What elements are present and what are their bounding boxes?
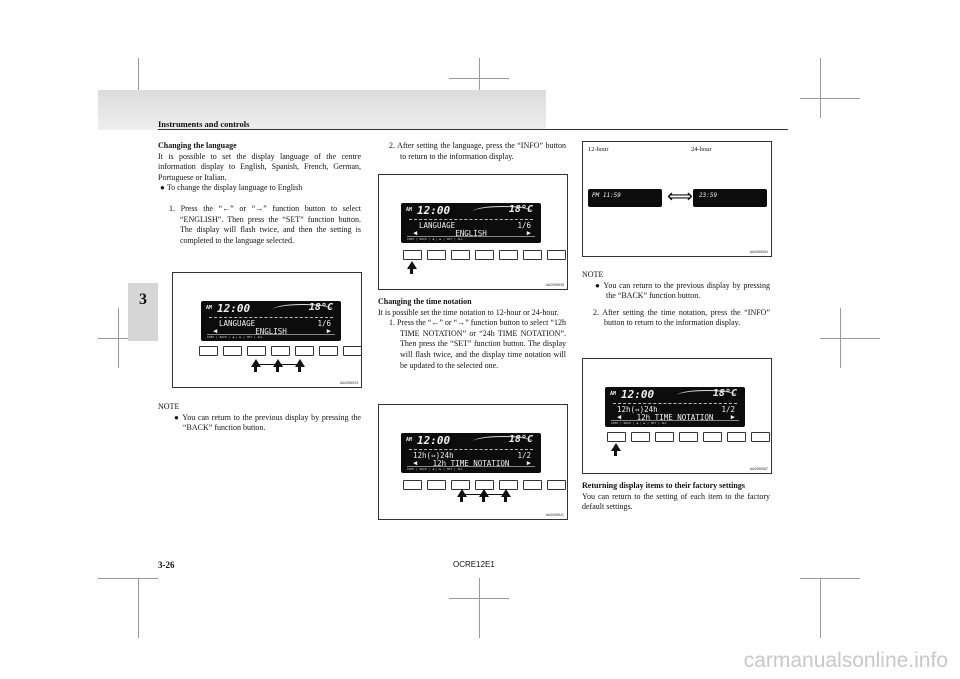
crop-mark [449,598,509,599]
crop-mark [138,578,139,638]
left-arrow-icon: ◀ [413,229,418,237]
bullet-icon: ● [160,183,167,193]
step-item: 1. Press the “←” or “→” function button to select “12h TIME NOTATION” or “24h TIME NOTATION”. Then press the “SET” function button. The display will flash twice, and the display time notation will be updated to the selected one. [389,318,566,370]
paragraph: You can return to the setting of each item to the factory default settings. [582,491,770,512]
crop-mark [118,308,119,368]
crop-mark [449,78,509,79]
right-arrow-icon: ▶ [526,459,531,467]
bullet-item: ● You can return to the previous display by pressing the “BACK” function button. [595,280,770,301]
bullet-icon: ● [174,412,183,422]
right-arrow-icon: ▶ [526,229,531,237]
right-arrow-icon: ▶ [326,327,331,335]
paragraph: It is possible to set the display language of the centre information display to English, Spanish, French, German, Portuguese or Italian. [158,151,361,182]
paragraph: It is possible set the time notation to 12-hour or 24-hour. [378,307,559,317]
bullet-item: ● To change the display language to English [160,183,303,193]
figure-code: AA0095941 [545,513,564,517]
crop-mark [800,578,860,579]
heading-factory-settings: Returning display items to their factory settings [582,481,745,490]
function-button [295,346,314,356]
function-button [403,480,422,490]
function-button [499,250,518,260]
display-12-hour: PM 11:59 [588,189,662,207]
figure-code: AA0095967 [749,467,768,471]
watermark: carmanualsonline.info [743,649,948,672]
label-24-hour: 24-hour [691,146,712,153]
function-button [427,250,446,260]
bullet-item: ● You can return to the previous display by pressing the “BACK” function button. [174,412,361,433]
left-arrow-icon: ◀ [213,327,218,335]
display-24-hour: 23:59 [693,189,767,207]
function-button [547,480,566,490]
function-button [271,346,290,356]
bullet-icon: ● [595,280,604,290]
left-arrow-icon: ◀ [413,459,418,467]
function-button [319,346,338,356]
pointer-arrow-icon [251,359,261,367]
right-arrow-icon: ▶ [730,413,735,421]
column-2-top [378,141,566,162]
pointer-arrow-icon [611,443,621,451]
heading-changing-time-notation: Changing the time notation [378,297,472,306]
function-button [547,250,566,260]
function-button [727,432,746,442]
swap-arrow-icon: ⟺ [667,186,693,207]
chapter-number: 3 [139,291,147,308]
function-button [655,432,674,442]
header-rule [158,129,788,130]
function-button [403,250,422,260]
function-button [223,346,242,356]
function-button [199,346,218,356]
figure-12h-24h [582,141,772,257]
section-title: Instruments and controls [158,119,250,129]
column-1-note [158,402,361,434]
function-button [247,346,266,356]
display-screen: AM 12:00 18°C 12h(⇔)24h 1/2 ◀ 12h TIME NOTATION ▶ INFO | BACK | ◀ | ▶ | SET | ALL [401,433,541,473]
figure-code: AA0095954 [749,250,768,254]
function-button [343,346,362,356]
display-screen: AM 12:00 18°C 12h(⇔)24h 1/2 ◀ 12h TIME NOTATION ▶ INFO | BACK | ◀ | ▶ | SET | ALL [605,387,745,427]
crop-mark [820,578,821,638]
function-button [631,432,650,442]
crop-mark [840,308,841,368]
pointer-arrow-icon [273,359,283,367]
note-label: NOTE [158,402,180,411]
figure-code: AA0095938 [545,283,564,287]
function-buttons [199,346,362,356]
function-button [523,480,542,490]
function-button [427,480,446,490]
pointer-arrow-icon [457,489,467,497]
function-buttons [607,432,770,442]
column-3-body [582,481,770,513]
crop-mark [820,58,821,118]
crop-mark [479,578,480,638]
document-code: OCRE12E1 [453,560,495,569]
heading-changing-language: Changing the language [158,141,237,150]
step-item: 1. Press the “←” or “→” function button to select “ENGLISH”. Then press the “SET” function button. The display will flash twice, and then the setting is completed to the language selected. [169,203,361,245]
step-item: 2. After setting the language, press the “INFO” button to return to the information display. [389,141,566,161]
function-button [703,432,722,442]
function-button [451,250,470,260]
label-12-hour: 12-hour [588,146,609,153]
note-label: NOTE [582,270,604,279]
figure-time-notation-2 [582,358,772,474]
pointer-arrow-icon [407,261,417,269]
figure-language-1 [172,272,362,388]
column-1 [158,141,361,246]
function-button [679,432,698,442]
figure-code: AA0095923 [339,381,358,385]
left-arrow-icon: ◀ [617,413,622,421]
column-3-top [582,270,770,329]
function-buttons [403,250,566,260]
page-number: 3-26 [158,560,175,570]
function-button [523,250,542,260]
column-2-body [378,297,566,371]
function-button [607,432,626,442]
crop-mark [98,578,158,579]
pointer-arrow-icon [479,489,489,497]
crop-mark [820,338,880,339]
pointer-arrow-icon [501,489,511,497]
display-screen: AM 12:00 18°C LANGUAGE 1/6 ◀ ENGLISH ▶ INFO | BACK | ◀ | ▶ | SET | ALL [201,301,341,341]
function-button [475,250,494,260]
step-item: 2. After setting the time notation, press the “INFO” button to return to the information display. [593,307,770,328]
pointer-arrow-icon [295,359,305,367]
figure-time-notation-1 [378,404,568,520]
display-screen: AM 12:00 18°C LANGUAGE 1/6 ◀ ENGLISH ▶ INFO | BACK | ◀ | ▶ | SET | ALL [401,203,541,243]
crop-mark [800,98,860,99]
function-button [751,432,770,442]
figure-language-2 [378,174,568,290]
